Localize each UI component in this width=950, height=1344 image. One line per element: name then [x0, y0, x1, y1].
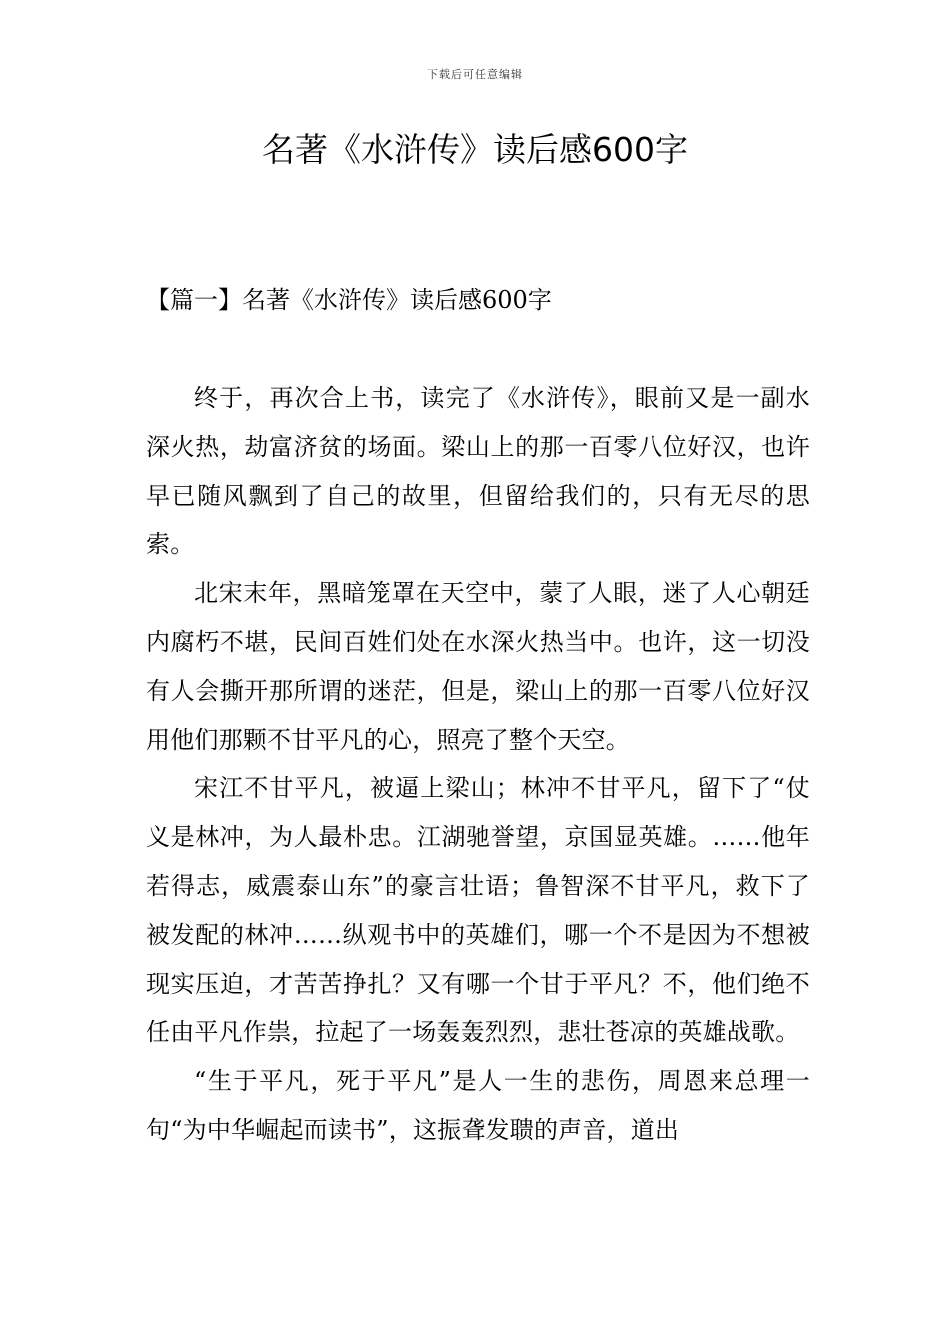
body-paragraph: 终于，再次合上书，读完了《水浒传》，眼前又是一副水深火热，劫富济贫的场面。梁山上的那一百零八位好汉，也许早已随风飘到了自己的故里，但留给我们的，只有无尽的思索。: [146, 384, 810, 559]
page-header-note: 下载后可任意编辑: [427, 68, 523, 81]
body-paragraph: 宋江不甘平凡，被逼上梁山；林冲不甘平凡，留下了“仗义是林冲，为人最朴忠。江湖驰誉望，京国显英雄。……他年若得志，威震泰山东”的豪言壮语；鲁智深不甘平凡，救下了被发配的林冲……纵观书中的英雄们，哪一个不是因为不想被现实压迫，才苦苦挣扎？又有哪一个甘于平凡？不，他们绝不任由平凡作祟，拉起了一场轰轰烈烈，悲壮苍凉的英雄战歌。: [146, 774, 810, 1047]
document-title: 名著《水浒传》读后感600字: [262, 130, 688, 169]
section-heading: 【篇一】名著《水浒传》读后感600字: [146, 286, 552, 314]
document-body: [146, 374, 810, 1155]
body-paragraph: “生于平凡，死于平凡”是人一生的悲伤，周恩来总理一句“为中华崛起而读书”，这振聋发聩的声音，道出: [146, 1067, 810, 1144]
body-paragraph: 北宋末年，黑暗笼罩在天空中，蒙了人眼，迷了人心朝廷内腐朽不堪，民间百姓们处在水深火热当中。也许，这一切没有人会撕开那所谓的迷茫，但是，梁山上的那一百零八位好汉用他们那颗不甘平凡的心，照亮了整个天空。: [146, 579, 810, 754]
